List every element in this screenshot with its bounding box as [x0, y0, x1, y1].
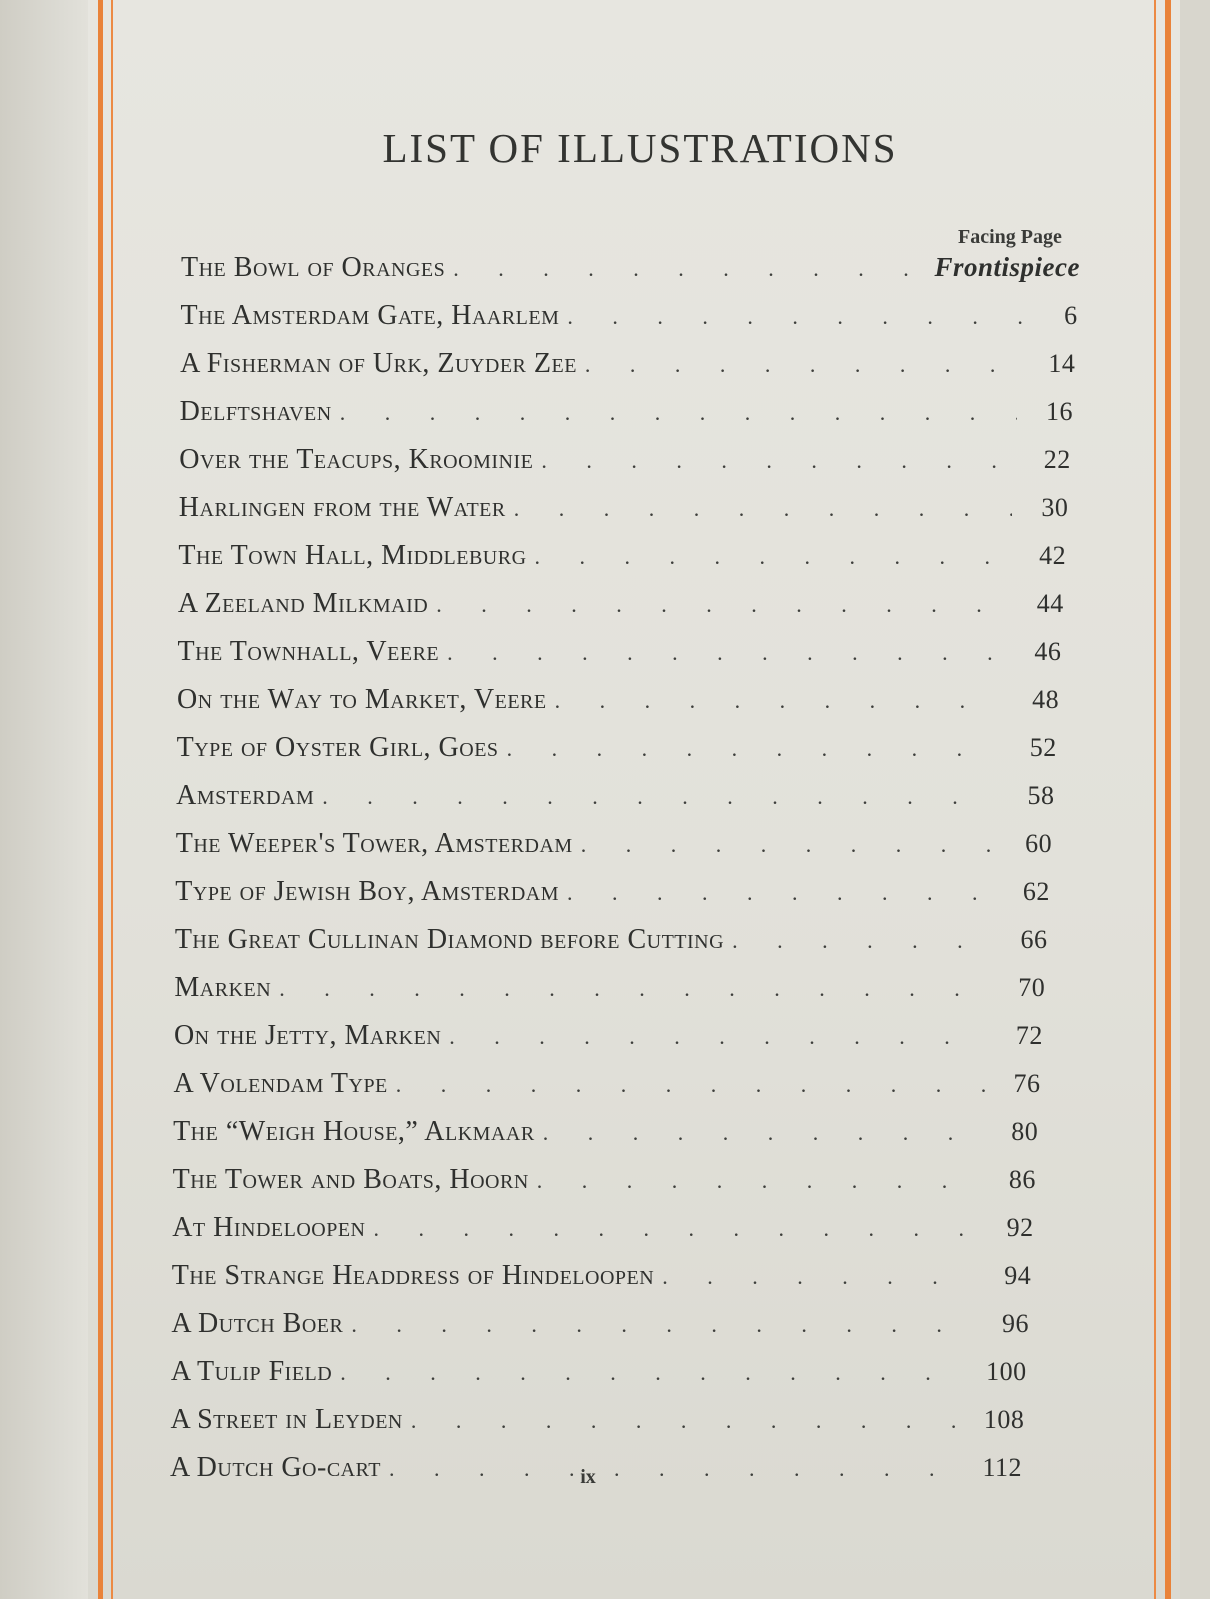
illustration-entry — [180, 396, 1073, 436]
facing-page-number: 86 — [1008, 1165, 1036, 1194]
illustration-entry — [177, 636, 1061, 676]
illustration-title: A Fisherman of Urk, Zuyder Zee — [180, 348, 577, 379]
dot-leader — [351, 1312, 973, 1338]
facing-page-number: 60 — [1025, 829, 1053, 858]
illustration-title: Over the Teacups, Kroominie — [179, 444, 534, 475]
dot-leader — [555, 688, 1004, 714]
illustration-entry — [174, 1020, 1043, 1060]
dot-leader — [389, 1456, 966, 1482]
illustration-entry — [170, 1404, 1024, 1444]
illustration-title: A Zeeland Milkmaid — [177, 588, 429, 619]
illustration-title: Delftshaven — [179, 396, 332, 427]
dot-leader — [340, 1360, 970, 1386]
illustration-title: A Dutch Go-cart — [170, 1452, 381, 1483]
illustration-title: A Dutch Boer — [171, 1308, 344, 1339]
illustration-title: The Tower and Boats, Hoorn — [172, 1164, 529, 1195]
illustration-title: The “Weigh House,” Alkmaar — [173, 1116, 535, 1147]
illustration-entry — [173, 1164, 1036, 1204]
illustration-entry — [172, 1260, 1032, 1300]
dot-leader — [374, 1216, 978, 1242]
dot-leader — [585, 352, 1019, 378]
facing-page-number: 14 — [1048, 349, 1076, 378]
dot-leader — [449, 1024, 987, 1050]
illustration-title: Harlingen from the Water — [178, 492, 506, 523]
facing-page-number: 100 — [986, 1357, 1027, 1386]
illustration-title: Marken — [174, 972, 272, 1003]
illustration-entry — [181, 252, 1080, 292]
illustration-entry — [171, 1308, 1029, 1348]
facing-page-number: 58 — [1027, 781, 1055, 810]
page-title: LIST OF ILLUSTRATIONS — [382, 125, 898, 171]
facing-page-number: 48 — [1032, 685, 1060, 714]
dot-leader — [535, 544, 1011, 570]
facing-page-number: 22 — [1043, 445, 1071, 474]
facing-page-number: 44 — [1036, 589, 1064, 618]
illustration-entry — [179, 492, 1069, 532]
illustration-entry — [176, 780, 1054, 820]
dot-leader — [537, 1168, 980, 1194]
illustration-title: A Volendam Type — [173, 1068, 388, 1099]
illustration-title: The Weeper's Tower, Amsterdam — [175, 828, 573, 859]
facing-page-number: 30 — [1041, 493, 1069, 522]
illustration-entry — [174, 972, 1045, 1012]
facing-page-number: 76 — [1013, 1069, 1041, 1098]
illustration-entry — [174, 1068, 1041, 1108]
illustration-entry — [173, 1116, 1038, 1156]
illustration-title: At Hindeloopen — [172, 1212, 366, 1243]
dot-leader — [447, 640, 1005, 666]
illustration-entry — [180, 348, 1075, 388]
illustration-entry — [179, 444, 1070, 484]
facing-page-number: 16 — [1046, 397, 1074, 426]
facing-page-number: 6 — [1064, 301, 1078, 330]
illustration-entry — [178, 588, 1064, 628]
illustration-entry — [175, 876, 1050, 916]
illustration-title: The Strange Headdress of Hindeloopen — [171, 1260, 655, 1291]
dot-leader — [507, 736, 1001, 762]
illustration-title: The Town Hall, Middleburg — [178, 540, 527, 571]
dot-leader — [411, 1408, 968, 1434]
facing-page-header: Facing Page — [958, 226, 1062, 248]
facing-page-number: 46 — [1034, 637, 1062, 666]
facing-page-number: 70 — [1018, 973, 1046, 1002]
illustration-title: A Tulip Field — [170, 1356, 333, 1387]
dot-leader — [567, 880, 994, 906]
illustration-title: Amsterdam — [176, 780, 315, 811]
illustration-entry — [181, 300, 1078, 340]
dot-leader — [322, 784, 998, 810]
dot-leader — [567, 304, 1021, 330]
dot-leader — [543, 1120, 983, 1146]
dot-leader — [279, 976, 989, 1002]
facing-page-number: 94 — [1004, 1261, 1032, 1290]
dot-leader — [581, 832, 996, 858]
illustration-entry — [171, 1356, 1027, 1396]
illustration-title: The Amsterdam Gate, Haarlem — [180, 300, 560, 331]
page-number-folio: ix — [580, 1466, 596, 1488]
dot-leader — [541, 448, 1014, 474]
facing-page-number: 72 — [1015, 1021, 1043, 1050]
dot-leader — [396, 1072, 985, 1098]
illustration-title: The Great Cullinan Diamond before Cutting — [174, 924, 725, 955]
facing-page-number: 52 — [1029, 733, 1057, 762]
dot-leader — [662, 1264, 975, 1290]
illustration-title: On the Way to Market, Veere — [177, 684, 547, 715]
illustration-title: Type of Jewish Boy, Amsterdam — [175, 876, 560, 907]
dot-leader — [453, 256, 922, 282]
dot-leader — [340, 400, 1017, 426]
facing-page-number: 112 — [982, 1453, 1022, 1482]
illustration-title: A Street in Leyden — [170, 1404, 403, 1435]
illustration-title: On the Jetty, Marken — [173, 1020, 442, 1051]
dot-leader — [514, 496, 1013, 522]
facing-page-number: 42 — [1039, 541, 1067, 570]
facing-page-number: 108 — [983, 1405, 1025, 1434]
facing-page-number: 92 — [1006, 1213, 1034, 1242]
illustration-entry — [172, 1212, 1033, 1252]
dot-leader — [732, 928, 991, 954]
facing-page-number: 62 — [1022, 877, 1050, 906]
illustration-title: The Townhall, Veere — [177, 636, 440, 667]
facing-page-number: 80 — [1011, 1117, 1039, 1146]
illustration-entry — [178, 540, 1066, 580]
facing-page-number: Frontispiece — [934, 252, 1080, 282]
illustration-title: Type of Oyster Girl, Goes — [176, 732, 499, 763]
illustration-entry — [177, 684, 1059, 724]
illustration-entry — [176, 828, 1052, 868]
illustration-title: The Bowl of Oranges — [181, 252, 446, 283]
dot-leader — [436, 592, 1008, 618]
illustration-entry — [177, 732, 1057, 772]
facing-page-number: 96 — [1001, 1309, 1029, 1338]
illustration-entry — [175, 924, 1048, 964]
facing-page-number: 66 — [1020, 925, 1048, 954]
